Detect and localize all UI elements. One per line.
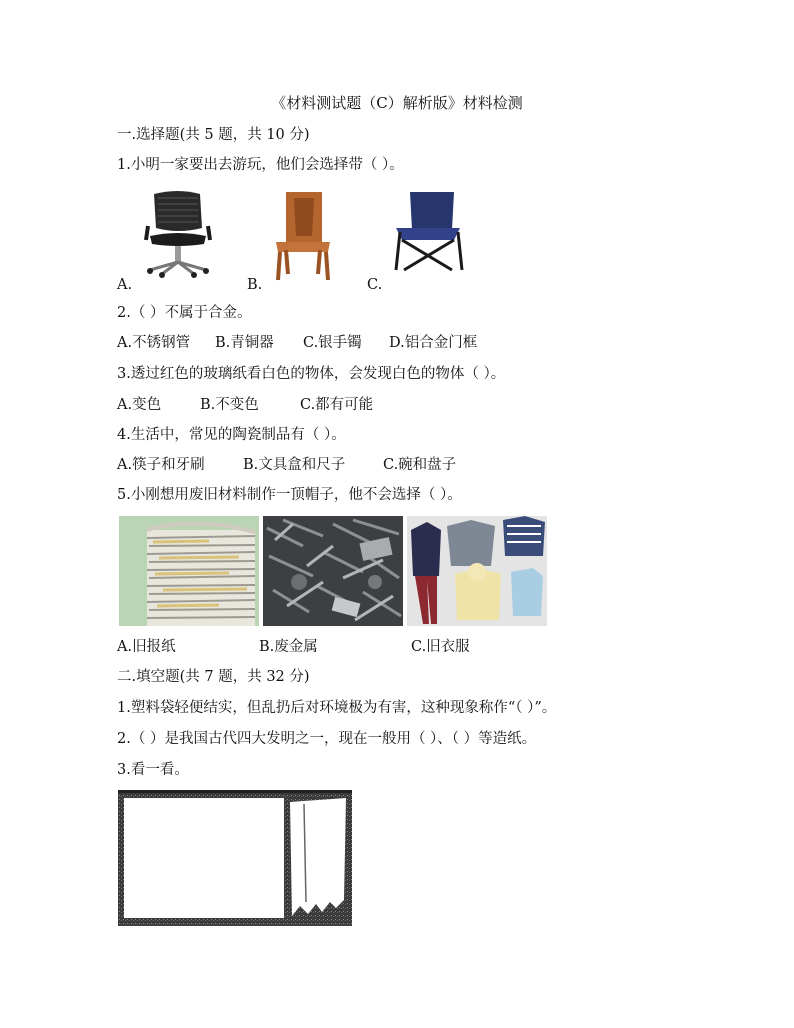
wooden-chair-image (272, 190, 334, 282)
q2-option-a: A.不锈钢管 (117, 335, 191, 351)
q1-option-c: C. (367, 277, 383, 293)
q4-option-c: C.碗和盘子 (383, 457, 457, 473)
q2-option-c: C.银手镯 (303, 335, 362, 351)
folding-camp-chair-image (392, 190, 464, 272)
q4-text: 4.生活中，常见的陶瓷制品有（ ）。 (117, 427, 346, 443)
q5-option-a: A.旧报纸 (117, 639, 176, 655)
q4-option-b: B.文具盒和尺子 (243, 457, 346, 473)
q5-text: 5.小刚想用废旧材料制作一顶帽子，他不会选择（ ）。 (117, 487, 462, 503)
section1-heading: 一.选择题(共 5 题，共 10 分) (117, 127, 310, 143)
q3-text: 3.透过红色的玻璃纸看白色的物体，会发现白色的物体（ ）。 (117, 366, 506, 382)
q1-text: 1.小明一家要出去游玩，他们会选择带（ ）。 (117, 157, 404, 173)
page-title: 《材料测试题（C）解析版》材料检测 (271, 94, 523, 112)
fill-q3-text: 3.看一看。 (117, 762, 189, 778)
scrap-metal-image (263, 516, 403, 626)
q5-option-c: C.旧衣服 (411, 639, 470, 655)
q1-option-a: A. (117, 277, 133, 293)
office-swivel-chair-image (142, 190, 214, 278)
q3-option-c: C.都有可能 (300, 397, 374, 413)
q2-option-d: D.铝合金门框 (389, 335, 478, 351)
q3-option-a: A.变色 (117, 397, 162, 413)
q2-text: 2.（ ）不属于合金。 (117, 305, 252, 321)
newspaper-stack-image (119, 516, 259, 626)
q5-option-b: B.废金属 (259, 639, 318, 655)
fill-q2-text: 2.（ ）是我国古代四大发明之一，现在一般用（ ）、（ ）等造纸。 (117, 731, 537, 747)
paper-sheet-figure (118, 790, 352, 926)
q4-option-a: A.筷子和牙刷 (117, 457, 205, 473)
fill-q1-text: 1.塑料袋轻便结实，但乱扔后对环境极为有害，这种现象称作“（ ）”。 (117, 700, 557, 716)
q3-option-b: B.不变色 (200, 397, 259, 413)
q1-option-b: B. (247, 277, 263, 293)
old-clothes-image (407, 516, 547, 626)
section2-heading: 二.填空题(共 7 题，共 32 分) (117, 669, 310, 685)
q2-option-b: B.青铜器 (215, 335, 274, 351)
